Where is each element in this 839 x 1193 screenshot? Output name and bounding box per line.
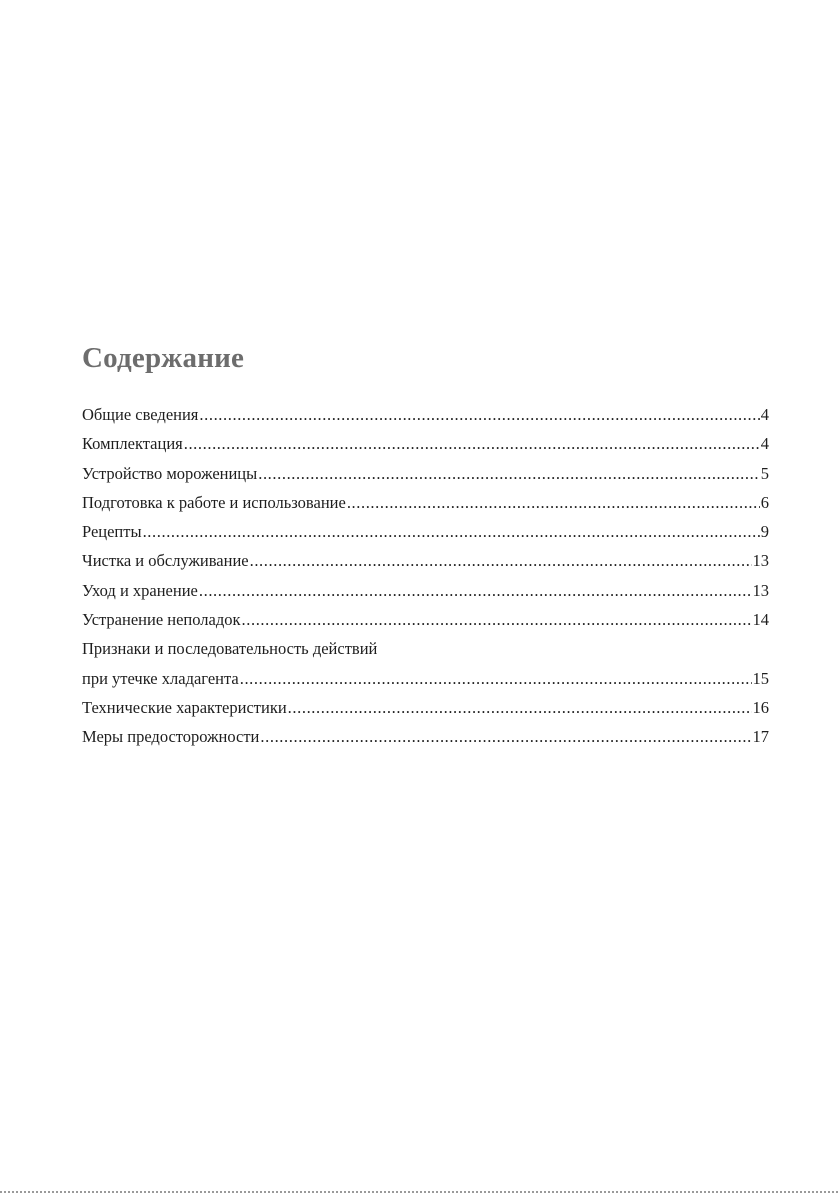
toc-entry[interactable] xyxy=(82,634,769,663)
toc-leader-dots xyxy=(288,693,752,722)
toc-entry[interactable] xyxy=(82,664,769,693)
toc-entry[interactable] xyxy=(82,517,769,546)
toc-entry[interactable] xyxy=(82,693,769,722)
toc-entry-label: Устранение неполадок xyxy=(82,610,241,630)
toc-entry-label: Устройство мороженицы xyxy=(82,463,258,483)
toc-leader-dots xyxy=(242,605,752,634)
toc-entry-label: Уход и хранение xyxy=(82,580,198,600)
toc-entry-label: при утечке хладагента xyxy=(82,668,239,688)
toc-entry-page: 13 xyxy=(752,580,769,600)
toc-entry-page: 15 xyxy=(752,668,769,688)
toc-entry-page: 5 xyxy=(760,463,769,483)
toc-entry[interactable] xyxy=(82,488,769,517)
toc-entry-label: Признаки и последовательность действий xyxy=(82,639,378,659)
toc-entry[interactable] xyxy=(82,400,769,429)
toc-entry-label: Общие сведения xyxy=(82,405,199,424)
toc-title: Содержание xyxy=(82,342,245,374)
toc-entry-page: 13 xyxy=(752,551,769,571)
toc-entry-page: 9 xyxy=(760,522,769,542)
toc-entry-page: 4 xyxy=(760,434,769,454)
toc-entry-label: Рецепты xyxy=(82,522,142,542)
toc-entry-page: 17 xyxy=(752,727,769,747)
toc-entry-page: 4 xyxy=(760,405,769,424)
toc-leader-dots xyxy=(199,400,759,429)
toc-entry-label: Меры предосторожности xyxy=(82,727,260,747)
toc-entry[interactable] xyxy=(82,546,769,575)
toc-entry[interactable] xyxy=(82,605,769,634)
toc-entry-page: 14 xyxy=(752,610,769,630)
table-of-contents xyxy=(82,400,769,752)
toc-entry[interactable] xyxy=(82,429,769,458)
toc-entry[interactable] xyxy=(82,576,769,605)
toc-entry-label: Комплектация xyxy=(82,434,183,454)
toc-entry-page: 16 xyxy=(752,697,769,717)
toc-leader-dots xyxy=(258,459,760,488)
toc-entry[interactable] xyxy=(82,722,769,751)
toc-leader-dots xyxy=(250,546,752,575)
toc-leader-dots xyxy=(260,722,751,751)
toc-entry-label: Подготовка к работе и использование xyxy=(82,492,346,512)
toc-leader-dots xyxy=(199,576,752,605)
toc-leader-dots xyxy=(184,429,760,458)
toc-leader-dots xyxy=(347,488,760,517)
toc-entry-page: 6 xyxy=(760,492,769,512)
toc-leader-dots xyxy=(240,664,752,693)
toc-entry[interactable] xyxy=(82,459,769,488)
toc-entry-label: Чистка и обслуживание xyxy=(82,551,249,571)
toc-entry-label: Технические характеристики xyxy=(82,697,287,717)
toc-leader-dots xyxy=(143,517,760,546)
